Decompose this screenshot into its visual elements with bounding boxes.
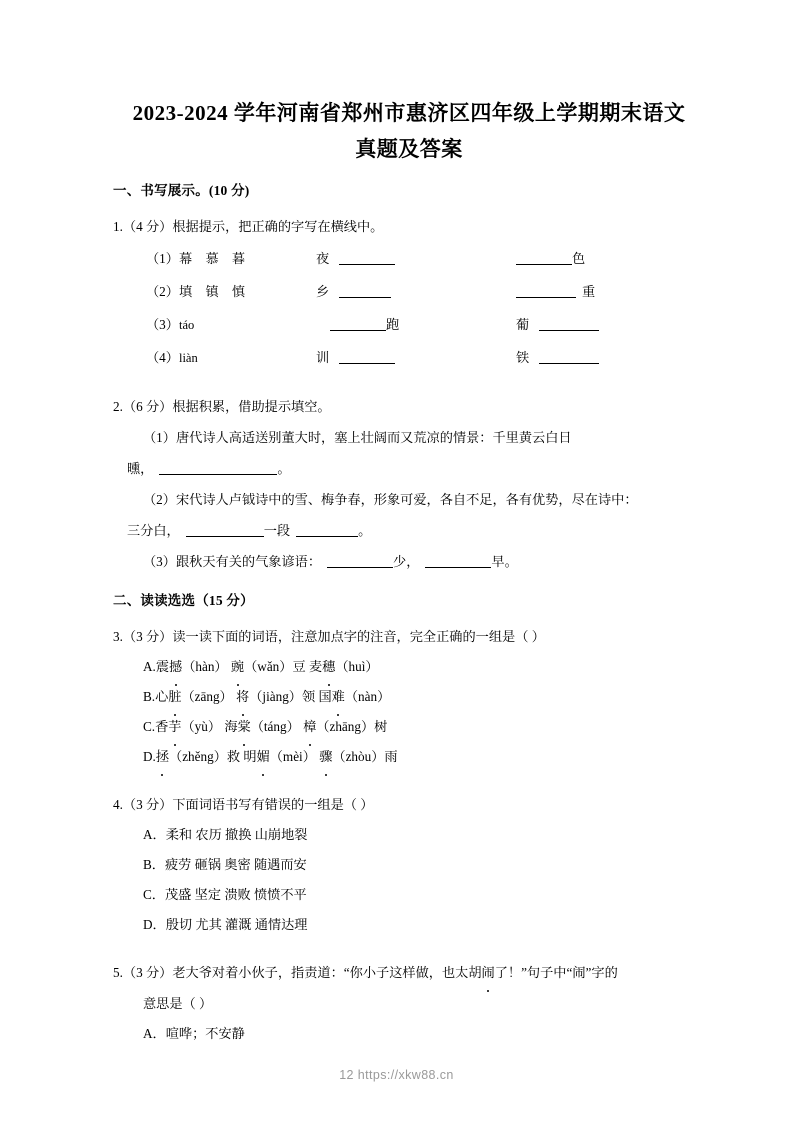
answer-blank[interactable] <box>339 251 395 265</box>
question-3-option-a[interactable] <box>113 652 705 682</box>
question-1-row-2 <box>113 275 705 308</box>
answer-blank[interactable] <box>516 284 576 298</box>
option-text: （hàn） <box>182 659 228 674</box>
page-title-line-1: 2023-2024 学年河南省郑州市惠济区四年级上学期期末语文 <box>132 101 686 125</box>
emphasis-dot-char: 拯 <box>156 742 169 772</box>
question-4-option-b[interactable]: B．疲劳 砸锅 奥密 随遇而安 <box>143 857 307 872</box>
row-3-blank-a: 跑 <box>316 308 516 341</box>
option-text: （táng） <box>250 719 300 734</box>
option-text: （wǎn）豆 <box>244 659 306 674</box>
answer-blank[interactable] <box>539 350 599 364</box>
row-3-label: （3）táo <box>146 317 195 332</box>
option-text: 震 <box>155 659 170 674</box>
question-4-option-d[interactable]: D．殷切 尤其 灌溉 通情达理 <box>143 917 308 932</box>
option-text: （jiàng）领 <box>249 689 316 704</box>
question-1-row-3 <box>113 308 705 341</box>
row-4-blank-b: 铁 <box>516 341 599 374</box>
question-2-item-1-line-1: （1）唐代诗人高适送别董大时，塞上壮阔而又荒凉的情景：千里黄云白日 <box>143 430 572 445</box>
page-title-line-2: 真题及答案 <box>355 137 463 161</box>
emphasis-dot-char: 难 <box>332 682 345 712</box>
answer-blank[interactable] <box>296 523 358 537</box>
question-5-stem-line-1: 5.（3 分）老大爷对着小伙子，指责道：“你小子这样做，也太胡闹了！”句子中“闹”字的 <box>113 957 705 988</box>
section-heading-1: 一、书写展示。(10 分) <box>113 183 250 198</box>
question-2-item-1-line-2: 曛， 。 <box>127 461 291 476</box>
answer-blank[interactable] <box>425 554 491 568</box>
question-1-stem: 1.（4 分）根据提示，把正确的字写在横线中。 <box>113 219 384 234</box>
emphasis-dot-char: 媚 <box>257 742 270 772</box>
question-3-stem: 3.（3 分）读一读下面的词语，注意加点字的注音，完全正确的一组是（ ） <box>113 629 545 644</box>
row-1-blank-a: 夜 <box>316 242 516 275</box>
question-3-option-b[interactable] <box>113 682 705 712</box>
option-text: 国 <box>315 689 332 704</box>
option-letter: A. <box>143 659 156 674</box>
option-text: （zhěng）救 <box>169 749 241 764</box>
answer-blank[interactable] <box>330 317 386 331</box>
option-letter: B. <box>143 689 156 704</box>
question-5-stem-line-2: 意思是（ ） <box>143 996 213 1011</box>
answer-blank[interactable] <box>186 523 264 537</box>
question-1-row-4 <box>113 341 705 374</box>
row-4-label: （4）liàn <box>146 350 198 365</box>
emphasis-dot-char: 穗 <box>322 652 335 682</box>
option-text: 海 <box>224 719 238 734</box>
emphasis-dot-char: 脏 <box>168 682 181 712</box>
emphasis-dot-char: 芋 <box>168 712 181 742</box>
answer-blank[interactable] <box>539 317 599 331</box>
option-letter: C. <box>143 719 156 734</box>
row-2-label: （2）填 镇 慎 <box>146 284 251 299</box>
option-text: 心 <box>155 689 169 704</box>
row-4-blank-a: 训 <box>316 341 516 374</box>
question-4-option-c[interactable]: C．茂盛 坚定 溃败 愤愤不平 <box>143 887 307 902</box>
question-5-option-a[interactable]: A．喧哗；不安静 <box>143 1026 245 1041</box>
option-text: 香 <box>155 719 169 734</box>
question-2-item-3: （3）跟秋天有关的气象谚语： 少， 早。 <box>143 554 518 569</box>
option-text: （huì） <box>335 659 379 674</box>
emphasis-dot-char: 撼 <box>169 652 182 682</box>
option-text: 麦 <box>305 659 323 674</box>
page-title <box>113 95 705 167</box>
row-2-blank-a: 乡 <box>316 275 516 308</box>
question-4-stem: 4.（3 分）下面词语书写有错误的一组是（ ） <box>113 797 374 812</box>
question-3-option-c[interactable] <box>113 712 705 742</box>
question-2-stem: 2.（6 分）根据积累，借助提示填空。 <box>113 399 331 414</box>
option-text: （zāng） <box>181 689 233 704</box>
question-1-row-1 <box>113 242 705 275</box>
emphasis-dot-char: 棠 <box>238 712 251 742</box>
question-2-item-2-line-2: 三分白， 一段 。 <box>127 523 372 538</box>
option-text: （nàn） <box>344 689 391 704</box>
emphasis-dot-char: 骤 <box>319 742 332 772</box>
emphasis-dot-char: 豌 <box>231 652 244 682</box>
option-text: （zhòu）雨 <box>332 749 398 764</box>
option-letter: D. <box>143 749 156 764</box>
row-2-blank-b: 重 <box>516 275 595 308</box>
question-2-item-2-line-1: （2）宋代诗人卢钺诗中的雪、梅争春，形象可爱，各自不足，各有优势，尽在诗中： <box>143 492 638 507</box>
row-3-blank-b: 葡 <box>516 308 599 341</box>
option-text: 明 <box>240 749 257 764</box>
option-text: （zhāng）树 <box>316 719 388 734</box>
answer-blank[interactable] <box>339 284 391 298</box>
emphasis-dot-char: 樟 <box>303 712 316 742</box>
answer-blank[interactable] <box>339 350 395 364</box>
emphasis-dot-char: 将 <box>236 682 249 712</box>
page-footer: 12 https://xkw88.cn <box>339 1068 454 1082</box>
answer-blank[interactable] <box>327 554 393 568</box>
section-heading-2: 二、读读选选（15 分） <box>113 593 254 608</box>
option-text: （yù） <box>181 719 222 734</box>
question-3-option-d[interactable] <box>113 742 705 772</box>
option-text: （mèi） <box>269 749 316 764</box>
answer-blank[interactable] <box>516 251 572 265</box>
answer-blank[interactable] <box>159 461 277 475</box>
row-1-label: （1）幕 慕 暮 <box>146 251 251 266</box>
question-4-option-a[interactable]: A．柔和 农历 撤换 山崩地裂 <box>143 827 308 842</box>
emphasis-dot-char: 闹 <box>482 957 495 988</box>
row-1-blank-b: 色 <box>516 242 585 275</box>
